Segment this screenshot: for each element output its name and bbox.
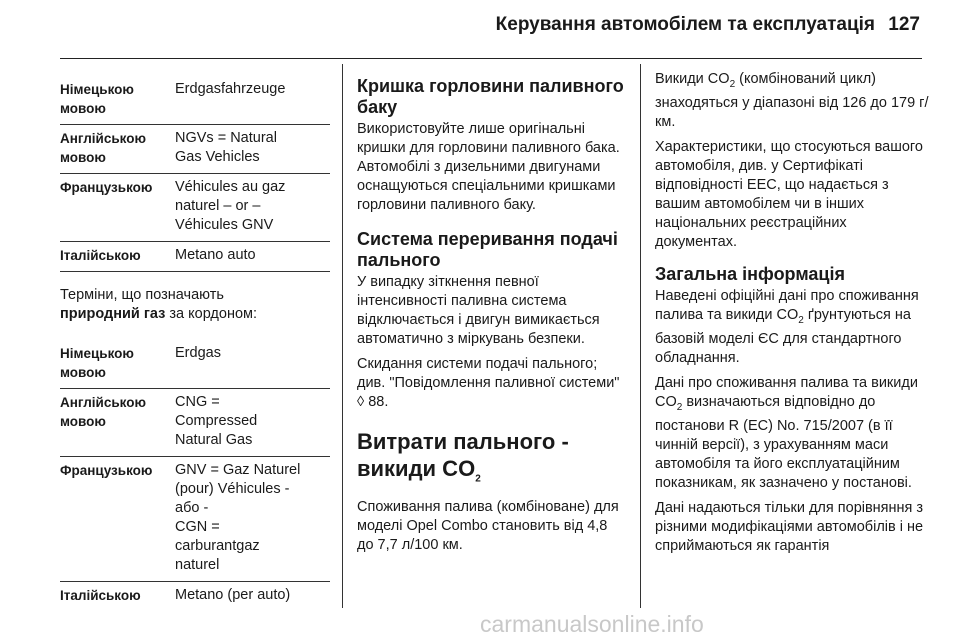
language-label: Німецькою мовою <box>60 346 134 380</box>
watermark: carmanualsonline.info <box>480 611 704 637</box>
heading-fuel-consumption-text: Витрати пального - викиди CO <box>357 429 569 481</box>
term-value: Véhicules au gaz naturel – or – Véhicules GNV <box>175 179 286 233</box>
paragraph-fuel-cutoff-2: Скидання системи подачі пального; див. "Повідомлення паливної системи" ◊ 88. <box>357 356 620 410</box>
note-natural-gas <box>60 286 330 324</box>
language-label: Англійською мовою <box>60 131 146 165</box>
note-bold: природний газ <box>60 306 166 322</box>
page-number: 127 <box>888 14 920 35</box>
text-official-a: Наведені офіційні дані про споживання палива та викиди CO <box>655 287 919 323</box>
column-2 <box>357 70 627 561</box>
heading-general-info: Загальна інформація <box>655 263 845 284</box>
header-rule <box>60 58 922 59</box>
table-row <box>60 389 330 457</box>
subscript-2: 2 <box>729 78 736 90</box>
paragraph-fuel-cutoff-1: У випадку зіткнення певної інтенсивності паливна система відключається і двигун вимикається автоматично з міркувань безпеки. <box>357 274 600 347</box>
terms-table-gas <box>60 334 330 611</box>
table-row <box>60 582 330 611</box>
paragraph-regulation <box>655 374 930 493</box>
text-co2-b: (комбінований цикл) знаходяться у діапазоні від 126 до 179 г/км. <box>655 71 929 130</box>
term-value: Erdgasfahrzeuge <box>175 81 286 97</box>
column-1 <box>60 70 330 611</box>
table-row <box>60 125 330 174</box>
paragraph-co2-range <box>655 70 930 132</box>
column-3 <box>655 70 930 562</box>
heading-fuel-cutoff: Система переривання подачі пального <box>357 229 618 270</box>
subscript-2: 2 <box>676 401 683 413</box>
language-label: Німецькою мовою <box>60 82 134 116</box>
note-rest: за кордоном: <box>165 306 258 322</box>
table-row <box>60 242 330 272</box>
paragraph-official-data <box>655 287 930 368</box>
heading-fuel-cap: Кришка горловини паливного баку <box>357 76 624 117</box>
terms-table-vehicles <box>60 70 330 272</box>
text-regulation-a: Дані про споживання палива та викиди CO <box>655 374 918 410</box>
heading-fuel-consumption <box>357 428 627 492</box>
language-label: Італійською <box>60 588 141 603</box>
paragraph-characteristics: Характеристики, що стосуються вашого автомобіля, див. у Сертифікаті відповідності ЕЕС, що надається з вашим автомобілем чи в інших національних реєстраційних документах. <box>655 138 923 250</box>
column-divider-2 <box>640 64 641 608</box>
text-official-b: ґрунтуються на базовій моделі ЄС для стандартного обладнання. <box>655 306 911 366</box>
table-row <box>60 174 330 242</box>
term-value: NGVs = Natural Gas Vehicles <box>175 130 277 165</box>
column-divider-1 <box>342 64 343 608</box>
paragraph-comparison: Дані надаються тільки для порівняння з різними модифікаціями автомобілів і не сприймаються як гарантія <box>655 499 924 554</box>
text-co2-a: Викиди CO <box>655 71 730 87</box>
heading-co2-subscript: 2 <box>475 473 481 485</box>
term-value: GNV = Gaz Naturel (pour) Véhicules - або - CGN = carburantgaz naturel <box>175 462 301 573</box>
table-row <box>60 334 330 389</box>
table-row <box>60 457 330 582</box>
text-regulation-b: визначаються відповідно до постанови R (EC) No. 715/2007 (в її чинній версії), з урахуванням маси автомобіля та його експлуатаційним показникам, як зазначено у постанові. <box>655 393 912 491</box>
paragraph-fuel-cap: Використовуйте лише оригінальні кришки для горловини паливного бака. Автомобілі з дизельними двигунами оснащуються спеціальними кришками горловини паливного баку. <box>357 121 620 213</box>
term-value: Erdgas <box>175 345 221 361</box>
language-label: Англійською мовою <box>60 395 146 429</box>
term-value: Metano auto <box>175 247 256 263</box>
table-row <box>60 70 330 125</box>
page-title: Керування автомобілем та експлуатація <box>495 14 875 35</box>
term-value: Metano (per auto) <box>175 587 291 603</box>
term-value: CNG = Compressed Natural Gas <box>175 394 258 448</box>
paragraph-fuel-consumption: Споживання палива (комбіноване) для моделі Opel Combo становить від 4,8 до 7,7 л/100 км. <box>357 499 619 554</box>
language-label: Французькою <box>60 180 153 195</box>
note-line1: Терміни, що позначають <box>60 287 224 303</box>
page-header <box>0 0 960 62</box>
language-label: Італійською <box>60 248 141 263</box>
subscript-2: 2 <box>798 314 804 326</box>
language-label: Французькою <box>60 463 153 478</box>
